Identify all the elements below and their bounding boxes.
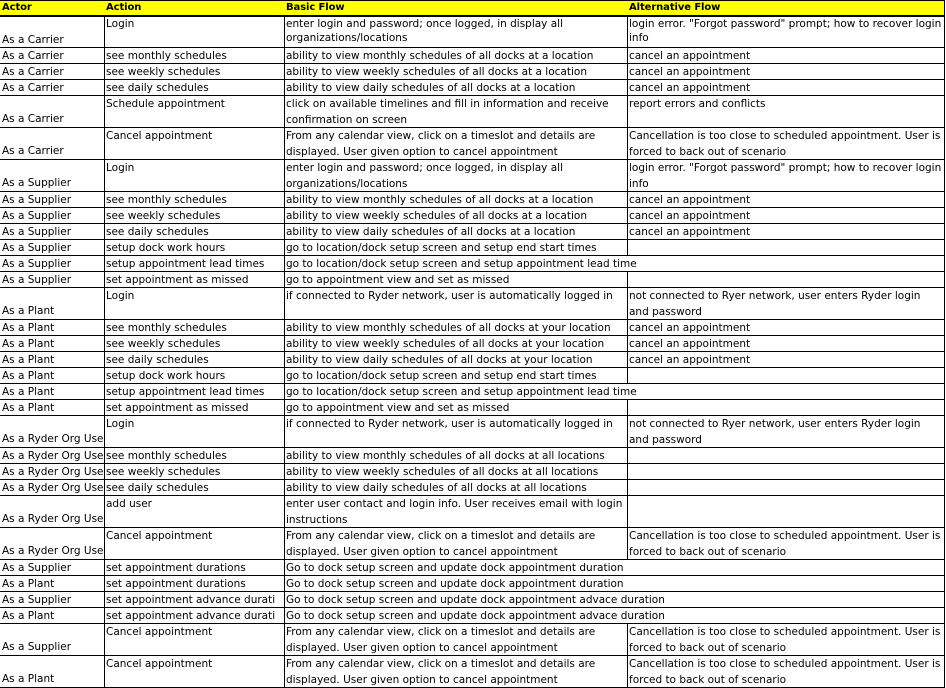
alternative-flow-cell[interactable] [627, 272, 945, 288]
action-cell[interactable] [104, 416, 285, 448]
alternative-flow-cell[interactable] [627, 64, 945, 80]
alternative-flow-cell[interactable] [627, 288, 945, 320]
action-cell-text: Cancel appointment [106, 530, 213, 542]
actor-cell-text: As a Carrier [2, 66, 64, 78]
actor-cell-text: As a Carrier [2, 145, 64, 157]
basic-flow-cell[interactable] [284, 576, 945, 592]
action-cell[interactable] [104, 464, 285, 480]
action-cell[interactable] [104, 320, 285, 336]
action-cell-text: see monthly schedules [106, 322, 227, 334]
action-cell-text: see weekly schedules [106, 466, 221, 478]
actor-cell[interactable] [0, 496, 105, 528]
basic-flow-cell[interactable] [284, 528, 628, 560]
alternative-flow-cell-text: cancel an appointment [629, 322, 751, 334]
alternative-flow-cell[interactable] [627, 320, 945, 336]
basic-flow-cell-text: From any calendar view, click on a timeslot and details are displayed. User given option to cancel appointment [286, 130, 596, 158]
table-row [0, 592, 946, 608]
action-cell-text: Login [106, 418, 135, 430]
action-cell-text: add user [106, 498, 153, 510]
actor-cell[interactable] [0, 448, 105, 464]
alternative-flow-cell-text: cancel an appointment [629, 226, 751, 238]
action-cell-text: Cancel appointment [106, 130, 213, 142]
actor-cell[interactable] [0, 384, 105, 400]
basic-flow-cell-text: Go to dock setup screen and update dock appointment advace duration [286, 594, 665, 606]
basic-flow-cell[interactable] [284, 16, 628, 48]
action-cell[interactable] [104, 528, 285, 560]
alternative-flow-cell-text: cancel an appointment [629, 210, 751, 222]
action-cell[interactable] [104, 496, 285, 528]
basic-flow-cell-text: ability to view daily schedules of all docks at your location [286, 354, 593, 366]
alternative-flow-cell[interactable] [627, 416, 945, 448]
table-row [0, 352, 946, 368]
basic-flow-cell[interactable] [284, 48, 628, 64]
actor-cell-text: As a Supplier [2, 194, 72, 206]
basic-flow-cell[interactable] [284, 368, 628, 384]
basic-flow-cell-text: Go to dock setup screen and update dock appointment duration [286, 578, 624, 590]
actor-cell-text: As a Plant [2, 322, 55, 334]
table-row [0, 240, 946, 256]
table-row [0, 368, 946, 384]
basic-flow-cell-text: ability to view monthly schedules of all docks at all locations [286, 450, 605, 462]
action-cell[interactable] [104, 560, 285, 576]
basic-flow-cell[interactable] [284, 592, 945, 608]
action-cell-text: Login [106, 162, 135, 174]
basic-flow-cell[interactable] [284, 272, 628, 288]
action-cell[interactable] [104, 16, 285, 48]
actor-cell[interactable] [0, 656, 105, 688]
basic-flow-cell-text: enter user contact and login info. User receives email with login instructions [286, 498, 623, 526]
table-body [0, 16, 946, 688]
basic-flow-cell-text: ability to view weekly schedules of all docks at all locations [286, 466, 599, 478]
basic-flow-cell[interactable] [284, 560, 945, 576]
alternative-flow-cell-text: cancel an appointment [629, 66, 751, 78]
alternative-flow-cell[interactable] [627, 368, 945, 384]
alternative-flow-cell[interactable] [627, 48, 945, 64]
action-cell[interactable] [104, 160, 285, 192]
alternative-flow-cell[interactable] [627, 624, 945, 656]
alternative-flow-cell[interactable] [627, 528, 945, 560]
basic-flow-cell[interactable] [284, 288, 628, 320]
alternative-flow-cell-text: Cancellation is too close to scheduled appointment. User is forced to back out of scenario [629, 130, 941, 158]
actor-cell-text: As a Supplier [2, 562, 72, 574]
action-cell[interactable] [104, 400, 285, 416]
basic-flow-cell-text: if connected to Ryder network, user is automatically logged in [286, 290, 613, 302]
action-cell[interactable] [104, 224, 285, 240]
actor-cell-text: As a Supplier [2, 594, 72, 606]
actor-cell[interactable] [0, 64, 105, 80]
action-cell-text: Schedule appointment [106, 98, 225, 110]
action-cell[interactable] [104, 592, 285, 608]
actor-cell[interactable] [0, 96, 105, 128]
actor-cell-text: As a Plant [2, 354, 55, 366]
actor-cell[interactable] [0, 416, 105, 448]
action-cell-text: set appointment durations [106, 562, 246, 574]
basic-flow-cell-text: enter login and password; once logged, in display all organizations/locations [286, 162, 563, 190]
action-cell[interactable] [104, 64, 285, 80]
action-cell-text: setup dock work hours [106, 370, 226, 382]
table-row [0, 576, 946, 592]
table-row [0, 656, 946, 688]
alternative-flow-cell-text: Cancellation is too close to scheduled appointment. User is forced to back out of scenario [629, 658, 941, 686]
actor-cell-text: As a Supplier [2, 242, 72, 254]
basic-flow-cell-text: ability to view daily schedules of all docks at all locations [286, 482, 587, 494]
action-cell[interactable] [104, 352, 285, 368]
action-cell-text: set appointment as missed [106, 274, 249, 286]
table-row [0, 208, 946, 224]
actor-cell[interactable] [0, 240, 105, 256]
action-cell-text: setup appointment lead times [106, 258, 265, 270]
actor-cell-text: As a Ryder Org Use [2, 482, 104, 494]
table-row [0, 480, 946, 496]
action-cell[interactable] [104, 368, 285, 384]
table-row [0, 496, 946, 528]
actor-cell[interactable] [0, 464, 105, 480]
action-cell-text: see daily schedules [106, 82, 209, 94]
actor-cell[interactable] [0, 272, 105, 288]
actor-cell-text: As a Carrier [2, 82, 64, 94]
basic-flow-cell-text: go to appointment view and set as missed [286, 402, 510, 414]
action-cell[interactable] [104, 336, 285, 352]
action-cell-text: setup dock work hours [106, 242, 226, 254]
actor-cell[interactable] [0, 16, 105, 48]
basic-flow-cell[interactable] [284, 352, 628, 368]
action-cell[interactable] [104, 576, 285, 592]
alternative-flow-cell-text: not connected to Ryer network, user enters Ryder login and password [629, 290, 921, 318]
basic-flow-cell[interactable] [284, 192, 628, 208]
actor-cell[interactable] [0, 48, 105, 64]
basic-flow-cell[interactable] [284, 464, 628, 480]
basic-flow-cell[interactable] [284, 128, 628, 160]
header-row [0, 0, 946, 16]
actor-cell-text: As a Supplier [2, 226, 72, 238]
basic-flow-cell[interactable] [284, 496, 628, 528]
table-row [0, 192, 946, 208]
actor-cell[interactable] [0, 288, 105, 320]
basic-flow-cell-text: go to appointment view and set as missed [286, 274, 510, 286]
alternative-flow-cell[interactable] [627, 80, 945, 96]
alternative-flow-cell-text: Cancellation is too close to scheduled appointment. User is forced to back out of scenario [629, 530, 941, 558]
alternative-flow-cell-text: login error. "Forgot password" prompt; how to recover login info [629, 18, 942, 44]
actor-cell[interactable] [0, 624, 105, 656]
alternative-flow-cell[interactable] [627, 128, 945, 160]
alternative-flow-cell[interactable] [627, 160, 945, 192]
basic-flow-cell-text: go to location/dock setup screen and setup appointment lead time [286, 386, 637, 398]
actor-cell[interactable] [0, 480, 105, 496]
action-cell-text: see monthly schedules [106, 194, 227, 206]
table-row [0, 96, 946, 128]
actor-cell-text: As a Plant [2, 338, 55, 350]
action-cell[interactable] [104, 448, 285, 464]
actor-cell[interactable] [0, 192, 105, 208]
actor-cell[interactable] [0, 528, 105, 560]
table-row [0, 528, 946, 560]
basic-flow-cell[interactable] [284, 608, 945, 624]
actor-cell-text: As a Plant [2, 402, 55, 414]
table-row [0, 224, 946, 240]
basic-flow-cell-text: From any calendar view, click on a timeslot and details are displayed. User given option to cancel appointment [286, 530, 596, 558]
action-cell[interactable] [104, 288, 285, 320]
action-cell[interactable] [104, 48, 285, 64]
action-cell-text: Login [106, 290, 135, 302]
alternative-flow-cell-text: cancel an appointment [629, 50, 751, 62]
actor-cell[interactable] [0, 128, 105, 160]
actor-cell-text: As a Plant [2, 370, 55, 382]
actor-cell-text: As a Ryder Org Use [2, 545, 104, 557]
table-row [0, 272, 946, 288]
table-row [0, 336, 946, 352]
alternative-flow-cell[interactable] [627, 352, 945, 368]
basic-flow-cell-text: enter login and password; once logged, in display all organizations/locations [286, 18, 563, 44]
actor-cell[interactable] [0, 160, 105, 192]
header-actor[interactable]: Actor [0, 0, 105, 16]
basic-flow-cell-text: click on available timelines and fill in information and receive confirmation on screen [286, 98, 609, 126]
alternative-flow-cell[interactable] [627, 496, 945, 528]
basic-flow-cell-text: From any calendar view, click on a timeslot and details are displayed. User given option to cancel appointment [286, 626, 596, 654]
table-row [0, 384, 946, 400]
table-row [0, 16, 946, 48]
actor-cell[interactable] [0, 576, 105, 592]
action-cell[interactable] [104, 608, 285, 624]
basic-flow-cell[interactable] [284, 256, 945, 272]
basic-flow-cell-text: ability to view daily schedules of all docks at a location [286, 82, 576, 94]
basic-flow-cell-text: ability to view weekly schedules of all docks at a location [286, 66, 587, 78]
action-cell-text: setup appointment lead times [106, 386, 265, 398]
table-row [0, 256, 946, 272]
actor-cell-text: As a Ryder Org Use [2, 450, 104, 462]
actor-cell[interactable] [0, 320, 105, 336]
action-cell-text: set appointment advance durati [106, 610, 276, 622]
actor-cell[interactable] [0, 256, 105, 272]
actor-cell[interactable] [0, 208, 105, 224]
basic-flow-cell[interactable] [284, 416, 628, 448]
alternative-flow-cell[interactable] [627, 208, 945, 224]
table-row [0, 48, 946, 64]
action-cell[interactable] [104, 256, 285, 272]
basic-flow-cell-text: Go to dock setup screen and update dock appointment advace duration [286, 610, 665, 622]
alternative-flow-cell-text: report errors and conflicts [629, 98, 766, 110]
actor-cell-text: As a Supplier [2, 258, 72, 270]
basic-flow-cell[interactable] [284, 80, 628, 96]
actor-cell-text: As a Ryder Org Use [2, 466, 104, 478]
actor-cell[interactable] [0, 368, 105, 384]
action-cell[interactable] [104, 624, 285, 656]
table-row [0, 128, 946, 160]
basic-flow-cell[interactable] [284, 64, 628, 80]
action-cell-text: set appointment durations [106, 578, 246, 590]
alternative-flow-cell[interactable] [627, 96, 945, 128]
basic-flow-cell[interactable] [284, 160, 628, 192]
action-cell-text: see monthly schedules [106, 50, 227, 62]
basic-flow-cell[interactable] [284, 96, 628, 128]
table-row [0, 448, 946, 464]
table-row [0, 624, 946, 656]
action-cell[interactable] [104, 384, 285, 400]
basic-flow-cell-text: go to location/dock setup screen and setup appointment lead time [286, 258, 637, 270]
actor-cell[interactable] [0, 592, 105, 608]
action-cell[interactable] [104, 128, 285, 160]
alternative-flow-cell[interactable] [627, 464, 945, 480]
basic-flow-cell-text: ability to view monthly schedules of all docks at a location [286, 194, 594, 206]
actor-cell[interactable] [0, 80, 105, 96]
action-cell-text: set appointment advance durati [106, 594, 276, 606]
basic-flow-cell-text: ability to view daily schedules of all docks at a location [286, 226, 576, 238]
table-row [0, 80, 946, 96]
action-cell[interactable] [104, 80, 285, 96]
alternative-flow-cell[interactable] [627, 224, 945, 240]
basic-flow-cell-text: go to location/dock setup screen and setup end start times [286, 370, 597, 382]
header-alternative-flow[interactable]: Alternative Flow [627, 0, 945, 16]
basic-flow-cell-text: ability to view weekly schedules of all docks at a location [286, 210, 587, 222]
basic-flow-cell[interactable] [284, 384, 945, 400]
actor-cell-text: As a Plant [2, 386, 55, 398]
action-cell[interactable] [104, 272, 285, 288]
actor-cell-text: As a Supplier [2, 274, 72, 286]
basic-flow-cell[interactable] [284, 240, 628, 256]
action-cell-text: see daily schedules [106, 226, 209, 238]
actor-cell-text: As a Plant [2, 610, 55, 622]
actor-cell[interactable] [0, 336, 105, 352]
header-basic-flow[interactable]: Basic Flow [284, 0, 628, 16]
table-row [0, 464, 946, 480]
basic-flow-cell[interactable] [284, 224, 628, 240]
actor-cell-text: As a Carrier [2, 34, 64, 46]
actor-cell[interactable] [0, 560, 105, 576]
actor-cell[interactable] [0, 608, 105, 624]
basic-flow-cell-text: Go to dock setup screen and update dock appointment duration [286, 562, 624, 574]
alternative-flow-cell-text: cancel an appointment [629, 194, 751, 206]
actor-cell-text: As a Carrier [2, 50, 64, 62]
actor-cell-text: As a Ryder Org Use [2, 433, 104, 445]
action-cell[interactable] [104, 656, 285, 688]
action-cell-text: see weekly schedules [106, 210, 221, 222]
table-row [0, 320, 946, 336]
actor-cell[interactable] [0, 224, 105, 240]
table-row [0, 400, 946, 416]
alternative-flow-cell-text: cancel an appointment [629, 82, 751, 94]
basic-flow-cell[interactable] [284, 480, 628, 496]
action-cell-text: see daily schedules [106, 482, 209, 494]
action-cell-text: see monthly schedules [106, 450, 227, 462]
basic-flow-cell-text: ability to view monthly schedules of all docks at a location [286, 50, 594, 62]
alternative-flow-cell[interactable] [627, 192, 945, 208]
alternative-flow-cell[interactable] [627, 448, 945, 464]
alternative-flow-cell-text: cancel an appointment [629, 354, 751, 366]
actor-cell[interactable] [0, 400, 105, 416]
actor-cell-text: As a Supplier [2, 641, 72, 653]
basic-flow-cell-text: ability to view monthly schedules of all docks at your location [286, 322, 611, 334]
basic-flow-cell[interactable] [284, 320, 628, 336]
action-cell-text: Cancel appointment [106, 658, 213, 670]
actor-cell-text: As a Plant [2, 305, 55, 317]
basic-flow-cell[interactable] [284, 624, 628, 656]
actor-cell[interactable] [0, 352, 105, 368]
alternative-flow-cell-text: not connected to Ryer network, user enters Ryder login and password [629, 418, 921, 446]
basic-flow-cell[interactable] [284, 448, 628, 464]
alternative-flow-cell-text: Cancellation is too close to scheduled appointment. User is forced to back out of scenario [629, 626, 941, 654]
action-cell-text: Login [106, 18, 135, 30]
table-row [0, 160, 946, 192]
actor-cell-text: As a Ryder Org Use [2, 513, 104, 525]
action-cell[interactable] [104, 240, 285, 256]
basic-flow-cell-text: if connected to Ryder network, user is automatically logged in [286, 418, 613, 430]
action-cell[interactable] [104, 480, 285, 496]
table-row [0, 288, 946, 320]
table-row [0, 64, 946, 80]
header-action[interactable]: Action [104, 0, 285, 16]
action-cell[interactable] [104, 192, 285, 208]
alternative-flow-cell-text: login error. "Forgot password" prompt; how to recover login info [629, 162, 942, 190]
alternative-flow-cell[interactable] [627, 480, 945, 496]
basic-flow-cell[interactable] [284, 400, 628, 416]
basic-flow-cell[interactable] [284, 336, 628, 352]
alternative-flow-cell[interactable] [627, 16, 945, 48]
action-cell-text: Cancel appointment [106, 626, 213, 638]
action-cell-text: see daily schedules [106, 354, 209, 366]
actor-cell-text: As a Plant [2, 578, 55, 590]
table-row [0, 416, 946, 448]
table-row [0, 560, 946, 576]
basic-flow-cell-text: go to location/dock setup screen and setup end start times [286, 242, 597, 254]
basic-flow-cell-text: ability to view weekly schedules of all docks at your location [286, 338, 605, 350]
alternative-flow-cell[interactable] [627, 656, 945, 688]
action-cell-text: set appointment as missed [106, 402, 249, 414]
action-cell-text: see weekly schedules [106, 338, 221, 350]
alternative-flow-cell[interactable] [627, 400, 945, 416]
actor-cell-text: As a Carrier [2, 113, 64, 125]
table-row [0, 608, 946, 624]
basic-flow-cell-text: From any calendar view, click on a timeslot and details are displayed. User given option to cancel appointment [286, 658, 596, 686]
basic-flow-cell[interactable] [284, 656, 628, 688]
actor-cell-text: As a Plant [2, 673, 55, 685]
basic-flow-cell[interactable] [284, 208, 628, 224]
actor-cell-text: As a Supplier [2, 177, 72, 189]
action-cell[interactable] [104, 208, 285, 224]
alternative-flow-cell-text: cancel an appointment [629, 338, 751, 350]
action-cell[interactable] [104, 96, 285, 128]
alternative-flow-cell[interactable] [627, 336, 945, 352]
action-cell-text: see weekly schedules [106, 66, 221, 78]
alternative-flow-cell[interactable] [627, 240, 945, 256]
actor-cell-text: As a Supplier [2, 210, 72, 222]
